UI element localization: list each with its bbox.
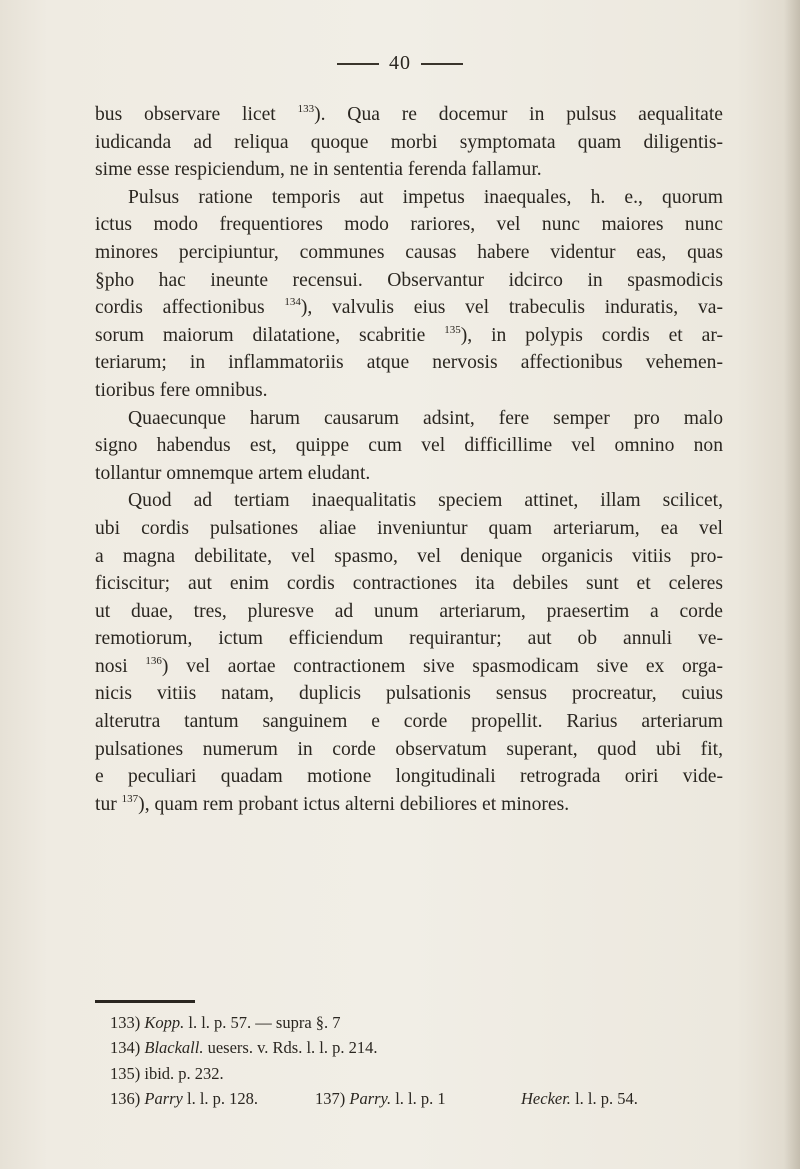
header-rule-right — [421, 63, 463, 65]
text-line: teriarum; in inflammatoriis atque nervosis affectionibus vehemen- — [95, 352, 723, 374]
header-rule-left — [337, 63, 379, 65]
text-line: tollantur omnemque artem eludant. — [95, 462, 371, 484]
text-line: nicis vitiis natam, duplicis pulsationis sensus procreatur, cuius — [95, 683, 723, 705]
footnote-134: 134) Blackall. uesers. v. Rds. l. l. p. 214. — [110, 1038, 378, 1058]
text-line: nosi $^{136}$) vel aortae contractionem sive spasmodicam sive ex orga- — [95, 654, 724, 677]
text-line: pulsationes numerum in corde observatum superant, quod ubi fit, — [95, 738, 723, 760]
text-line: remotiorum, ictum efficiendum requirantur; aut ob annuli ve- — [95, 628, 723, 650]
text-line: alterutra tantum sanguinem e corde propellit. Rarius arteriarum — [95, 711, 723, 733]
footnote-rule — [95, 1000, 195, 1003]
text-line: ut duae, tres, pluresve ad unum arteriarum, praesertim a corde — [95, 600, 723, 622]
page-number: 40 — [389, 52, 411, 74]
footnote-row-136-137 — [95, 1086, 735, 1111]
footnote-137: 137) Parry. l. l. p. 1 — [315, 1089, 446, 1109]
text-line: iudicanda ad reliqua quoque morbi symptomata quam diligentis- — [95, 131, 723, 153]
text-line: signo habendus est, quippe cum vel difficillime vel omnino non — [95, 435, 723, 457]
paragraph — [95, 487, 723, 818]
text-line: a magna debilitate, vel spasmo, vel denique organicis vitiis pro- — [95, 545, 723, 567]
text-line: Quod ad tertiam inaequalitatis speciem attinet, illam scilicet, — [128, 490, 723, 512]
paragraph — [95, 405, 723, 488]
text-line: ictus modo frequentiores modo rariores, vel nunc maiores nunc — [95, 214, 723, 236]
text-line: bus observare licet $^{133}$). Qua re docemur in pulsus aequalitate — [95, 103, 723, 125]
text-line: Quaecunque harum causarum adsint, fere semper pro malo — [128, 407, 723, 429]
text-line: ficiscitur; aut enim cordis contractiones ita debiles sunt et celeres — [95, 573, 723, 595]
footnote-133: 133) Kopp. l. l. p. 57. — supra §. 7 — [110, 1013, 341, 1032]
footnote-135: 135) ibid. p. 232. — [110, 1063, 224, 1083]
text-line: §pho hac ineunte recensui. Observantur idcirco in spasmodicis — [95, 269, 723, 291]
footnote-136: 136) Parry l. l. p. 128. — [110, 1089, 259, 1109]
footnote-hecker: Hecker. l. l. p. 54. — [521, 1089, 638, 1109]
text-line: sorum maiorum dilatatione, scabritie $^{135}$), in polypis cordis et ar- — [95, 323, 723, 346]
body-text — [95, 101, 723, 818]
text-line: e peculiari quadam motione longitudinali retrograda oriri vide- — [95, 766, 723, 788]
text-line: tur $^{137}$), quam rem probant ictus alterni debiliores et minores. — [95, 792, 570, 815]
text-line: tioribus fere omnibus. — [95, 379, 268, 401]
paragraph — [95, 101, 723, 184]
text-line: Pulsus ratione temporis aut impetus inaequales, h. e., quorum — [128, 186, 723, 208]
page-header — [0, 52, 800, 75]
page-edge-shadow — [784, 0, 800, 1169]
footnotes — [95, 1010, 735, 1112]
text-line: sime esse respiciendum, ne in sententia ferenda fallamur. — [95, 159, 542, 181]
paragraph — [95, 184, 723, 405]
text-line: cordis affectionibus $^{134}$), valvulis eius vel trabeculis induratis, va- — [95, 296, 723, 319]
text-line: ubi cordis pulsationes aliae inveniuntur quam arteriarum, ea vel — [95, 517, 723, 539]
text-line: minores percipiuntur, communes causas habere videntur eas, quas — [95, 241, 723, 263]
